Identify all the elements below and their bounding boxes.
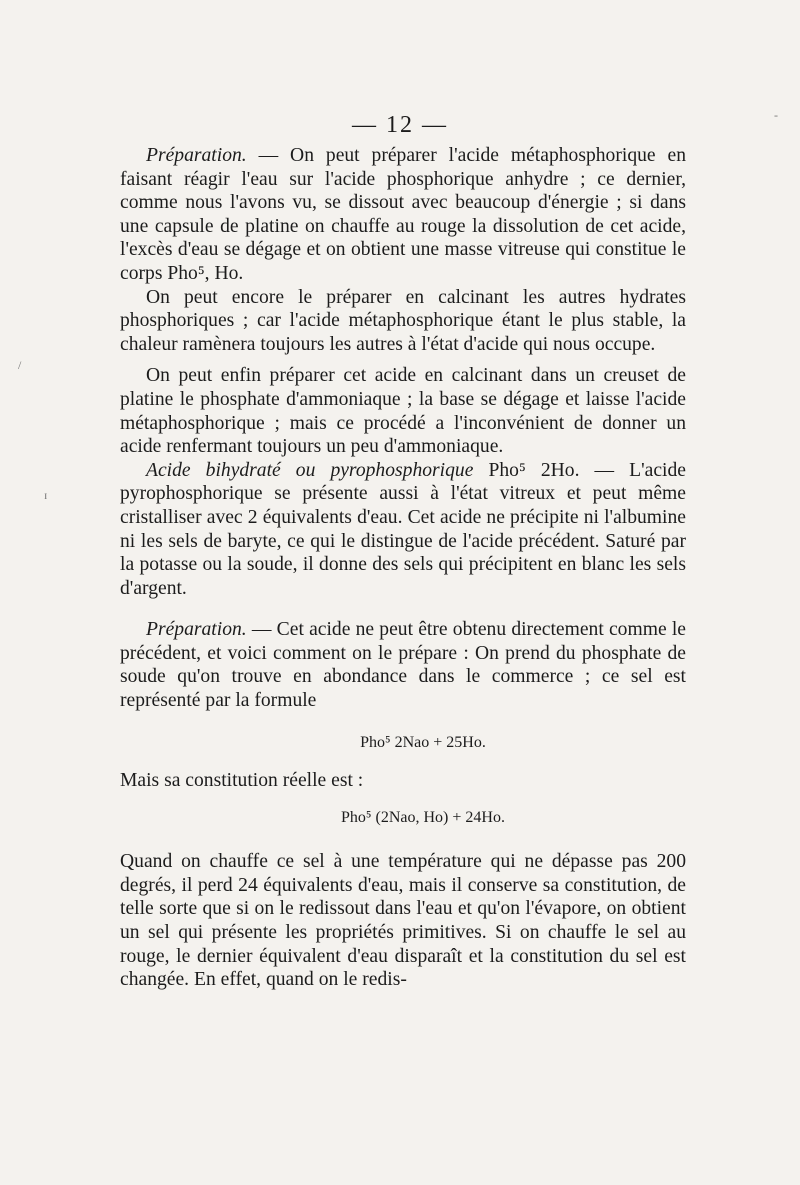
section-heading: Préparation.	[146, 619, 247, 641]
paragraph-text: Pho⁵ 2Ho. — L'acide pyrophosphorique se présente aussi à l'état vitreux et peut même cristalliser avec 2 équivalents d'eau. Cet acide ne précipite ni l'albumine ni les sels de baryte, ce qui le distingue de l'acide précédent. Saturé par la potasse ou la soude, il donne des sels qui précipitent en blanc les sels d'argent.	[120, 459, 686, 599]
paragraph-text: Quand on chauffe ce sel à une température qui ne dépasse pas 200 degrés, il perd 24 équivalents d'eau, mais il conserve sa constitution, de telle sorte que si on le redissout dans l'eau et qu'on l'évapore, on obtient un sel qui présente les propriétés primitives. Si on chauffe le sel au rouge, le dernier équivalent d'eau disparaît et la constitution du sel est changée. En effet, quand on le redis-	[120, 851, 686, 991]
paragraph-metaphosphoric-preparation	[120, 144, 686, 286]
section-heading: Préparation.	[146, 145, 247, 166]
section-heading: Acide bihydraté ou pyrophosphorique	[146, 459, 474, 481]
margin-mark: ɪ	[44, 488, 48, 502]
paragraph-gap	[120, 356, 686, 364]
paragraph-heating	[120, 850, 686, 992]
margin-mark: -	[774, 108, 778, 122]
paragraph-text: — On peut préparer l'acide métaphosphorique en faisant réagir l'eau sur l'acide phosphorique anhydre ; ce dernier, comme nous l'avons vu, se dissout avec beaucoup d'énergie ; si dans une capsule de platine on chauffe au rouge la dissolution de cet acide, l'excès d'eau se dégage et on obtient une masse vitreuse qui constitue le corps Pho⁵, Ho.	[120, 145, 686, 284]
paragraph-gap	[120, 600, 686, 618]
paragraph-text: — Cet acide ne peut être obtenu directement comme le précédent, et voici comment on le prépare : On prend du phosphate de soude qu'on trouve en abondance dans le commerce ; ce sel est représenté par la formule	[120, 619, 686, 712]
paragraph-pyrophosphoric-acid	[120, 459, 686, 601]
paragraph-ammonium-phosphate	[120, 364, 686, 458]
formula-sodium-phosphate: Pho⁵ 2Nao + 25Ho.	[360, 733, 486, 751]
paragraph-real-constitution	[120, 769, 686, 793]
paragraph-pyrophosphoric-preparation	[120, 618, 686, 712]
body-text	[120, 144, 686, 992]
paragraph-text: On peut enfin préparer cet acide en calcinant dans un creuset de platine le phosphate d'ammoniaque ; la base se dégage et laisse l'acide métaphosphorique ; mais ce procédé a l'inconvénient de donner un acide renfermant toujours un peu d'ammoniaque.	[120, 365, 686, 458]
paragraph-calcination	[120, 286, 686, 357]
page-number: — 12 —	[352, 112, 448, 138]
paragraph-text: Mais sa constitution réelle est :	[120, 769, 364, 791]
margin-mark: /	[18, 358, 22, 372]
formula-real-constitution: Pho⁵ (2Nao, Ho) + 24Ho.	[341, 809, 505, 827]
paragraph-text: On peut encore le préparer en calcinant les autres hydrates phosphoriques ; car l'acide métaphosphorique étant le plus stable, la chaleur ramènera toujours les autres à l'état d'acide qui nous occupe.	[120, 286, 686, 355]
